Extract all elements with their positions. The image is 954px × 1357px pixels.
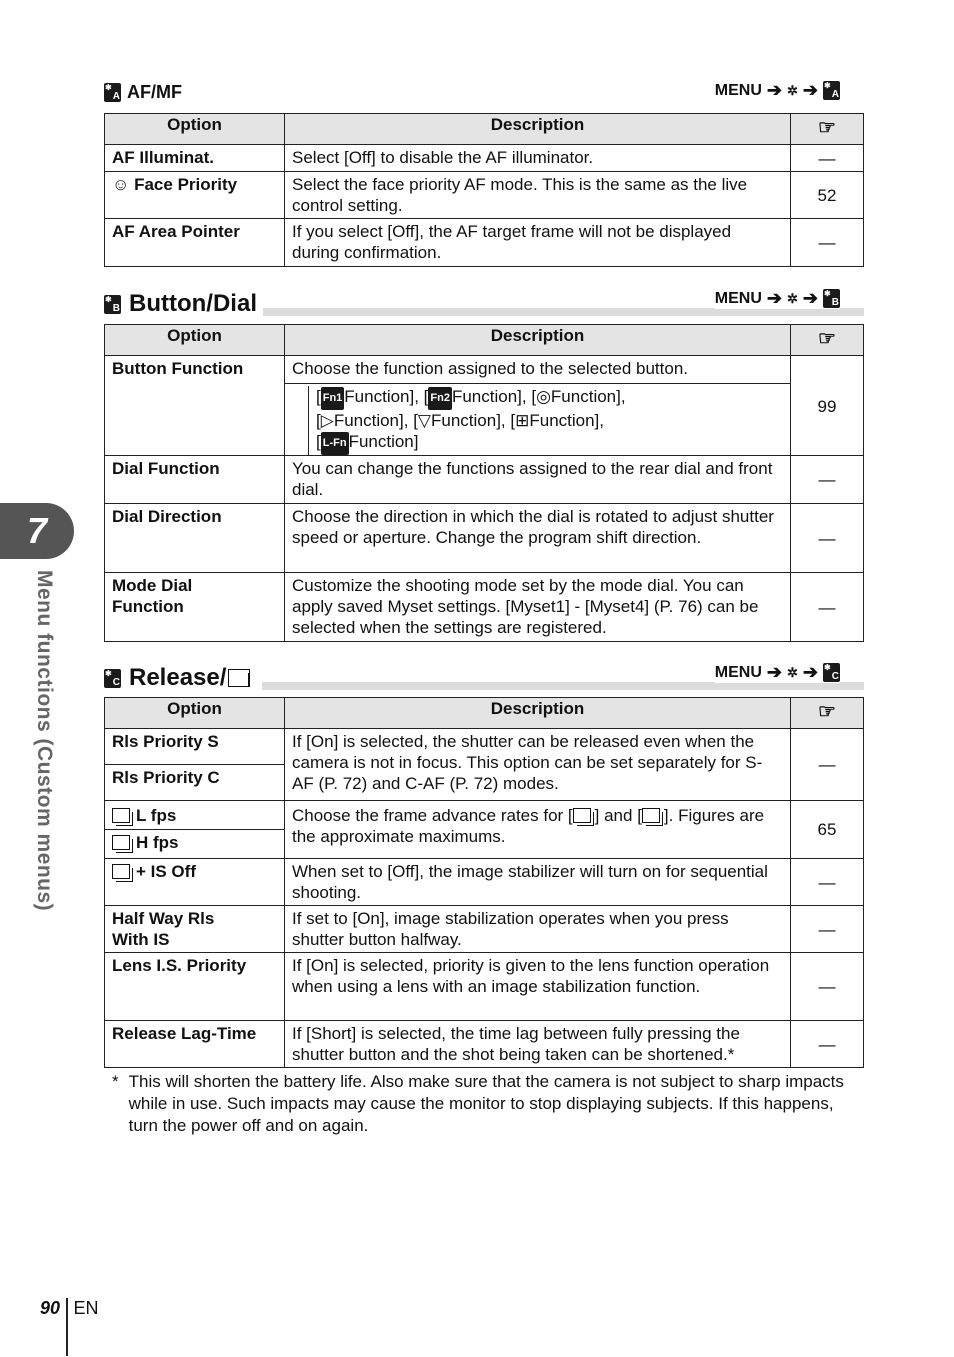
table-row: Release Lag-Time If [Short] is selected, the time lag between fully pressing the shutter button and the shot being taken can be shortened.* — xyxy=(105,1021,864,1068)
button-table xyxy=(104,324,864,642)
arrow-right-icon: ➔ xyxy=(802,662,818,682)
table-row: + IS Off When set to [Off], the image stabilizer will turn on for sequential shooting. — xyxy=(105,859,864,906)
table-row: AF Area Pointer If you select [Off], the AF target frame will not be displayed during confirmation. — xyxy=(105,219,864,267)
arrow-right-icon: ➔ xyxy=(802,80,818,100)
page-rule xyxy=(66,1298,68,1356)
release-section-header xyxy=(104,660,864,690)
table-row: ☺ Face Priority Select the face priority AF mode. This is the same as the live control setting. 52 xyxy=(105,172,864,219)
record-icon: ◎ xyxy=(536,387,551,406)
table-row: Rls Priority S If [On] is selected, the shutter can be released even when the camera is not in focus. This option can be set separately for S-AF (P. 72) and C-AF (P. 72) modes. — xyxy=(105,729,864,765)
table-row: Lens I.S. Priority If [On] is selected, priority is given to the lens function operation when using a lens with an image stabilization function. — xyxy=(105,953,864,1021)
fn1-icon: Fn1 xyxy=(321,387,345,410)
sequential-high-icon xyxy=(112,835,130,850)
triangle-down-icon: ▽ xyxy=(417,411,431,430)
chapter-label: Menu functions (Custom menus) xyxy=(33,570,56,912)
arrow-right-icon: ➔ xyxy=(766,80,782,100)
sequential-shooting-icon xyxy=(112,864,130,879)
arrow-right-icon: ➔ xyxy=(802,288,818,308)
table-row: Dial Function You can change the functions assigned to the rear dial and front dial. — xyxy=(105,456,864,504)
header-description: Description xyxy=(285,698,791,729)
header-option: Option xyxy=(105,114,285,145)
header-option: Option xyxy=(105,698,285,729)
af-section-header xyxy=(104,80,864,106)
page-ref-hand-icon: ☞ xyxy=(791,698,864,729)
custom-menu-b-icon: ✱ B xyxy=(105,294,120,314)
header-description: Description xyxy=(285,114,791,145)
table-row: Rls Priority C xyxy=(105,765,864,801)
table-row: Mode Dial Function Customize the shooting mode set by the mode dial. You can apply saved Myset settings. [Myset1] - [Myset4] (P. 76) can be selected when the settings are registered. — xyxy=(105,573,864,642)
button-section-title: Button/Dial xyxy=(129,290,257,317)
custom-menu-a-icon: ✱ A xyxy=(105,83,120,102)
table-row: Button Function Choose the function assigned to the selected button. [ Fn1 Function], [ Fn2 Function], [◎Function], [▷Function], [▽Function], [⊞Function], [ L-Fn Function] 99 xyxy=(105,356,864,456)
face-icon: ☺ xyxy=(112,175,130,194)
custom-menu-c-icon: ✱ C xyxy=(105,668,120,688)
custom-menu-c-icon: ✱ C xyxy=(824,663,839,682)
table-row: Half Way Rls With IS If set to [On], image stabilization operates when you press shutter button halfway. — xyxy=(105,906,864,953)
gear-icon: ✲ xyxy=(787,664,798,680)
gear-icon: ✲ xyxy=(787,82,798,98)
table-row: H fps xyxy=(105,830,864,859)
fn2-icon: Fn2 xyxy=(428,387,452,410)
arrow-pad-icon: ⊞ xyxy=(515,411,530,430)
af-section-title: AF/MF xyxy=(127,82,182,102)
lfn-icon: L-Fn xyxy=(321,432,349,455)
page-ref-hand-icon: ☞ xyxy=(791,114,864,145)
page-ref-hand-icon: ☞ xyxy=(791,325,864,356)
custom-menu-b-icon: ✱ B xyxy=(824,289,839,308)
footnote xyxy=(112,1071,852,1137)
af-menu-path: MENU ➔ ✲ ➔ ✱ A xyxy=(714,80,839,100)
button-function-options: [ Fn1 Function], [ Fn2 Function], [◎Function], [▷Function], [▽Function], [⊞Function], [ L-Fn Function] xyxy=(308,386,783,455)
release-menu-path: MENU ➔ ✲ ➔ ✱ C xyxy=(714,662,839,682)
footnote-mark: * xyxy=(112,1072,119,1091)
arrow-right-icon: ➔ xyxy=(766,288,782,308)
sequential-shooting-icon xyxy=(228,669,250,687)
page-number: 90 EN xyxy=(40,1298,99,1356)
sequential-low-icon xyxy=(112,808,130,823)
table-row: AF Illuminat. Select [Off] to disable the AF illuminator. — xyxy=(105,145,864,172)
custom-menu-a-icon: ✱ A xyxy=(824,81,839,100)
table-row: L fps Choose the frame advance rates for [ ] and [ ]. Figures are the approximate maximums. 65 xyxy=(105,801,864,830)
play-icon: ▷ xyxy=(320,411,334,430)
chapter-number-tab: 7 xyxy=(0,503,74,559)
header-option: Option xyxy=(105,325,285,356)
arrow-right-icon: ➔ xyxy=(766,662,782,682)
footnote-text: This will shorten the battery life. Also make sure that the camera is not subject to sharp impacts while in use. Such impacts may cause the monitor to stop displaying subjects. If this happens, turn the power off and on again. xyxy=(128,1072,844,1135)
af-table xyxy=(104,113,864,267)
release-section-title: Release/ xyxy=(129,664,256,692)
sequential-low-icon xyxy=(573,808,591,823)
release-table xyxy=(104,697,864,1068)
button-menu-path: MENU ➔ ✲ ➔ ✱ B xyxy=(714,288,839,308)
header-description: Description xyxy=(285,325,791,356)
gear-icon: ✲ xyxy=(787,290,798,306)
button-section-header xyxy=(104,286,864,316)
table-row: Dial Direction Choose the direction in which the dial is rotated to adjust shutter speed or aperture. Change the program shift direction. — xyxy=(105,504,864,573)
sequential-high-icon xyxy=(642,808,660,823)
